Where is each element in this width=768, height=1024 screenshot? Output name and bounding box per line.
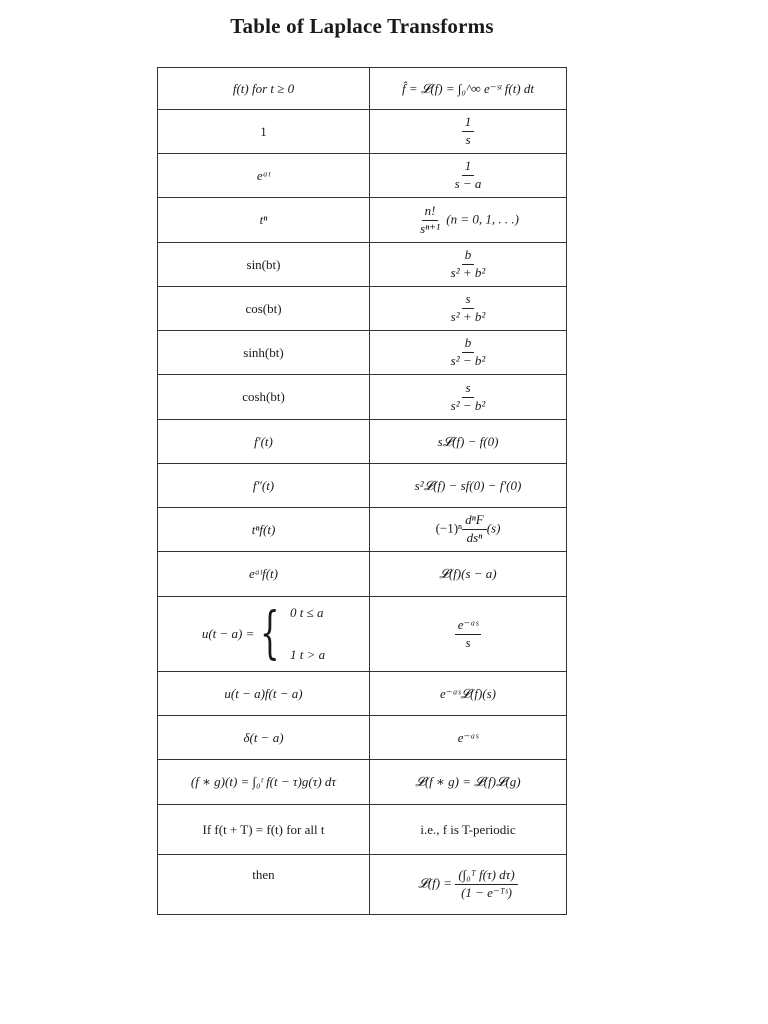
fraction-numerator: n! [422, 204, 439, 221]
function-text: 1 [260, 123, 267, 139]
periodic-condition-text: If f(t + T) = f(t) for all t [202, 821, 325, 837]
table-cell-left [158, 508, 370, 552]
fraction-denominator: s² + b² [450, 265, 486, 280]
table-cell-right [370, 375, 567, 420]
table-cell-left [158, 110, 370, 154]
table-cell-left [158, 552, 370, 597]
sign-factor: (−1)ⁿ [435, 520, 463, 536]
table-cell-right [370, 198, 567, 243]
table-row [158, 198, 567, 243]
table-cell-left [158, 287, 370, 331]
table-row [158, 805, 567, 855]
fraction-numerator: dⁿF [462, 513, 487, 530]
header-right-text: f̂ = 𝓛(f) = ∫₀^∞ e⁻ˢᵗ f(t) dt [401, 80, 534, 96]
table-row [158, 597, 567, 672]
transform-fraction [448, 248, 489, 281]
function-text: tⁿ [259, 212, 268, 227]
table-cell-right [370, 805, 567, 855]
table-cell-left [158, 464, 370, 508]
transform-text: s𝓛(f) − f(0) [437, 433, 499, 449]
transform-fraction [448, 336, 489, 369]
table-row [158, 760, 567, 805]
evaluation-argument: (s) [486, 520, 501, 536]
table-cell-left [158, 243, 370, 287]
function-text: eᵃᵗf(t) [248, 566, 278, 581]
fraction-numerator: s [462, 292, 473, 309]
transform-text: s²𝓛(f) − sf(0) − f′(0) [414, 477, 522, 493]
table-cell-right [370, 464, 567, 508]
transform-fraction [448, 381, 489, 414]
table-cell-right [370, 154, 567, 198]
function-text: f″(t) [252, 477, 275, 493]
table-cell-left [158, 716, 370, 760]
then-text: then [252, 867, 275, 882]
fraction-numerator: b [462, 248, 475, 265]
derivative-fraction [462, 513, 487, 546]
table-cell-left [158, 597, 370, 672]
table-cell-right [370, 760, 567, 805]
periodic-transform-label: 𝓛(f) = [418, 875, 453, 891]
piecewise-cases [290, 605, 325, 663]
transform-text: e⁻ᵃˢ𝓛(f)(s) [440, 685, 496, 701]
transform-fraction [417, 204, 443, 237]
function-text: eᵃᵗ [256, 167, 271, 183]
table-cell-right [370, 855, 567, 915]
fraction-denominator: s² − b² [450, 353, 486, 368]
transform-fraction [452, 159, 485, 192]
table-row [158, 68, 567, 110]
function-text: sin(bt) [246, 256, 281, 272]
table-row [158, 464, 567, 508]
table-cell-right [370, 110, 567, 154]
transform-fraction [448, 292, 489, 325]
function-text: δ(t − a) [243, 729, 284, 745]
table-row [158, 716, 567, 760]
fraction-numerator: (∫₀ᵀ f(τ) dτ) [455, 868, 517, 885]
fraction-denominator: s² + b² [450, 309, 486, 324]
fraction-numerator: b [462, 336, 475, 353]
table-cell-right [370, 287, 567, 331]
fraction-denominator: s [465, 132, 471, 147]
table-cell-right [370, 716, 567, 760]
table-cell-right [370, 597, 567, 672]
function-text: cosh(bt) [242, 389, 285, 404]
table-row [158, 110, 567, 154]
periodic-note-text: i.e., f is T-periodic [420, 821, 516, 837]
fraction-numerator: s [462, 381, 473, 398]
table-cell-right [370, 420, 567, 464]
table-cell-left [158, 375, 370, 420]
table-cell-left [158, 331, 370, 375]
fraction-denominator: s [465, 634, 471, 650]
transform-text: 𝓛(f)(s − a) [439, 566, 497, 581]
fraction-numerator: e⁻ᵃˢ [455, 618, 482, 635]
table-row [158, 508, 567, 552]
function-text: cos(bt) [245, 300, 282, 316]
table-cell-left [158, 420, 370, 464]
transform-text: 𝓛(f ∗ g) = 𝓛(f)𝓛(g) [415, 774, 521, 789]
header-left-cell [158, 68, 370, 110]
function-text: u(t − a)f(t − a) [224, 685, 303, 701]
fraction-denominator: dsⁿ [466, 530, 483, 545]
table-row [158, 287, 567, 331]
periodic-transform-fraction [455, 868, 517, 901]
table-row [158, 855, 567, 915]
transform-text: e⁻ᵃˢ [457, 729, 479, 745]
table-cell-right [370, 508, 567, 552]
function-text: sinh(bt) [243, 344, 284, 360]
table-cell-right [370, 672, 567, 716]
table-row [158, 243, 567, 287]
transform-fraction [455, 618, 482, 651]
fraction-denominator: (1 − e⁻ᵀˢ) [461, 885, 512, 900]
table-row [158, 331, 567, 375]
function-text: f′(t) [254, 433, 273, 449]
header-left-text: f(t) for t ≥ 0 [232, 80, 295, 96]
table-cell-right [370, 552, 567, 597]
convolution-text: (f ∗ g)(t) = ∫₀ᵗ f(t − τ)g(τ) dτ [190, 774, 337, 789]
table-row [158, 420, 567, 464]
table-cell-left [158, 805, 370, 855]
table-row [158, 154, 567, 198]
page-title: Table of Laplace Transforms [230, 14, 494, 38]
fraction-numerator: 1 [462, 115, 475, 132]
table-cell-right [370, 243, 567, 287]
fraction-denominator: s² − b² [450, 397, 486, 413]
fraction-denominator: s − a [454, 176, 482, 191]
table-cell-left [158, 760, 370, 805]
fraction-numerator: 1 [462, 159, 475, 176]
step-function-label: u(t − a) = [201, 626, 255, 641]
transform-fraction [462, 115, 475, 148]
header-right-cell [370, 68, 567, 110]
fraction-denominator: sⁿ⁺¹ [420, 220, 440, 236]
table-cell-left [158, 198, 370, 243]
table-row [158, 552, 567, 597]
table-cell-left [158, 154, 370, 198]
step-function-definition [201, 601, 326, 666]
table-cell-left [158, 855, 370, 915]
table-cell-left [158, 672, 370, 716]
table-cell-right [370, 331, 567, 375]
case-zero: 0 t ≤ a [290, 605, 324, 620]
table-row [158, 672, 567, 716]
table-row [158, 375, 567, 420]
case-one: 1 t > a [290, 647, 326, 662]
laplace-transform-table [157, 67, 567, 915]
left-brace-icon: { [260, 601, 281, 666]
transform-condition: (n = 0, 1, . . .) [446, 210, 519, 226]
function-text: tⁿf(t) [251, 521, 276, 537]
